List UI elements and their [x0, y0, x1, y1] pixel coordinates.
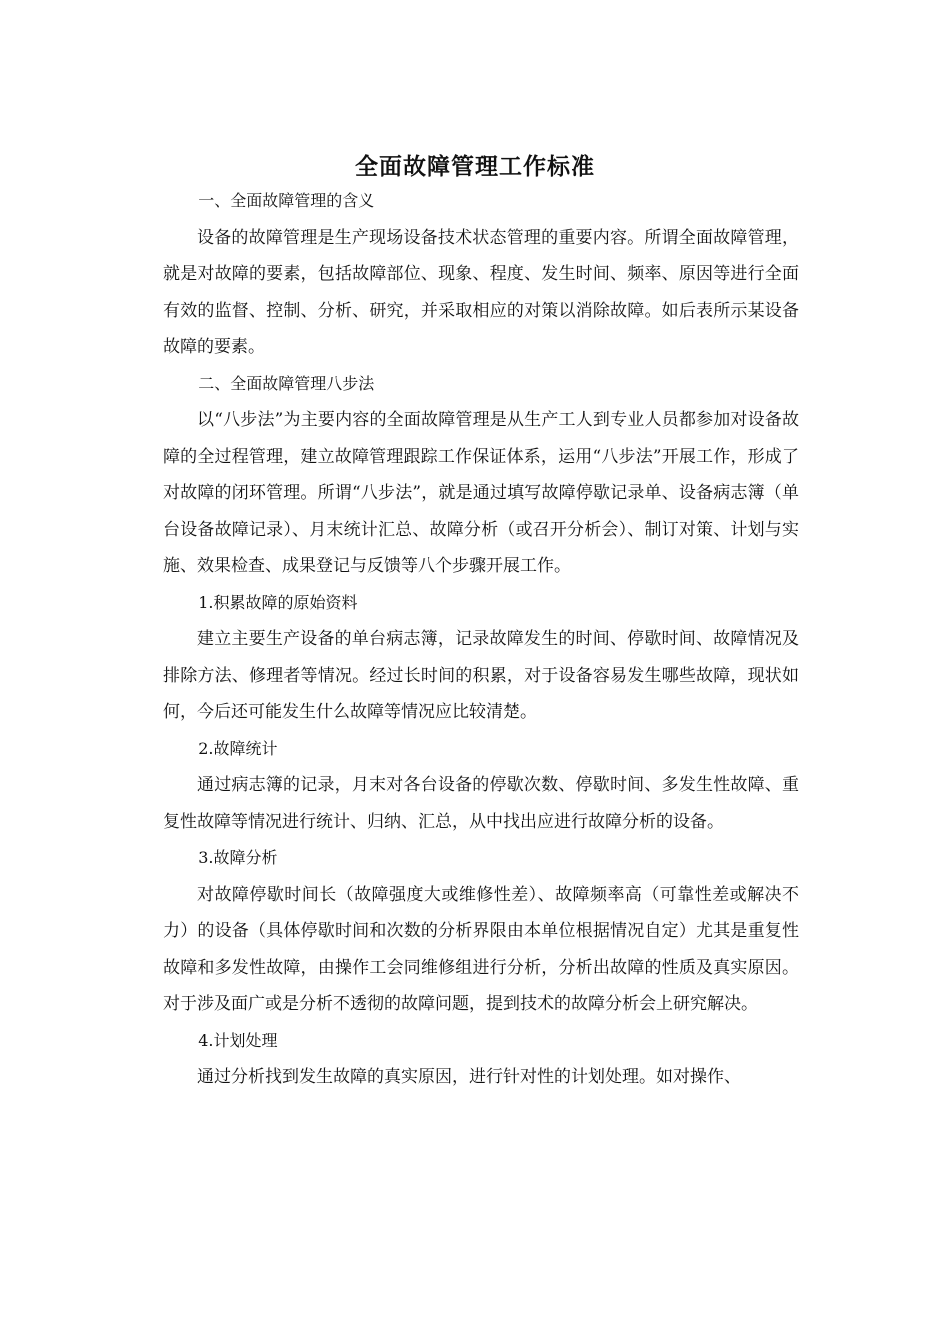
subsection-heading: 2.故障统计 — [198, 738, 278, 758]
subsection-heading: 1.积累故障的原始资料 — [198, 592, 358, 612]
paragraph: 以“八步法”为主要内容的全面故障管理是从生产工人到专业人员都参加对设备故障的全过程管理，建立故障管理跟踪工作保证体系，运用“八步法”开展工作，形成了对故障的闭环管理。所谓“八步法”，就是通过填写故障停歇记录单、设备病志簿（单台设备故障记录）、月末统计汇总、故障分析（或召开分析会）、制订对策、计划与实施、效果检查、成果登记与反馈等八个步骤开展工作。 — [163, 410, 799, 576]
document-body — [163, 183, 799, 1096]
subsection-heading: 3.故障分析 — [198, 848, 278, 867]
paragraph: 通过分析找到发生故障的真实原因，进行针对性的计划处理。如对操作、 — [197, 1067, 741, 1087]
paragraph: 通过病志簿的记录，月末对各台设备的停歇次数、停歇时间、多发生性故障、重复性故障等情况进行统计、归纳、汇总，从中找出应进行故障分析的设备。 — [163, 775, 799, 832]
subsection-heading: 4.计划处理 — [198, 1030, 278, 1050]
paragraph: 建立主要生产设备的单台病志簿，记录故障发生的时间、停歇时间、故障情况及排除方法、修理者等情况。经过长时间的积累，对于设备容易发生哪些故障，现状如何，今后还可能发生什么故障等情况应比较清楚。 — [163, 629, 799, 722]
section-heading: 二、全面故障管理八步法 — [198, 373, 375, 393]
section-heading: 一、全面故障管理的含义 — [198, 191, 375, 210]
page-title: 全面故障管理工作标准 — [355, 154, 595, 181]
paragraph: 对故障停歇时间长（故障强度大或维修性差）、故障频率高（可靠性差或解决不力）的设备（具体停歇时间和次数的分析界限由本单位根据情况自定）尤其是重复性故障和多发性故障，由操作工会同维修组进行分析，分析出故障的性质及真实原因。对于涉及面广或是分析不透彻的故障问题，提到技术的故障分析会上研究解决。 — [163, 884, 799, 1014]
paragraph: 设备的故障管理是生产现场设备技术状态管理的重要内容。所谓全面故障管理，就是对故障的要素，包括故障部位、现象、程度、发生时间、频率、原因等进行全面有效的监督、控制、分析、研究，并采取相应的对策以消除故障。如后表所示某设备故障的要素。 — [163, 227, 799, 357]
